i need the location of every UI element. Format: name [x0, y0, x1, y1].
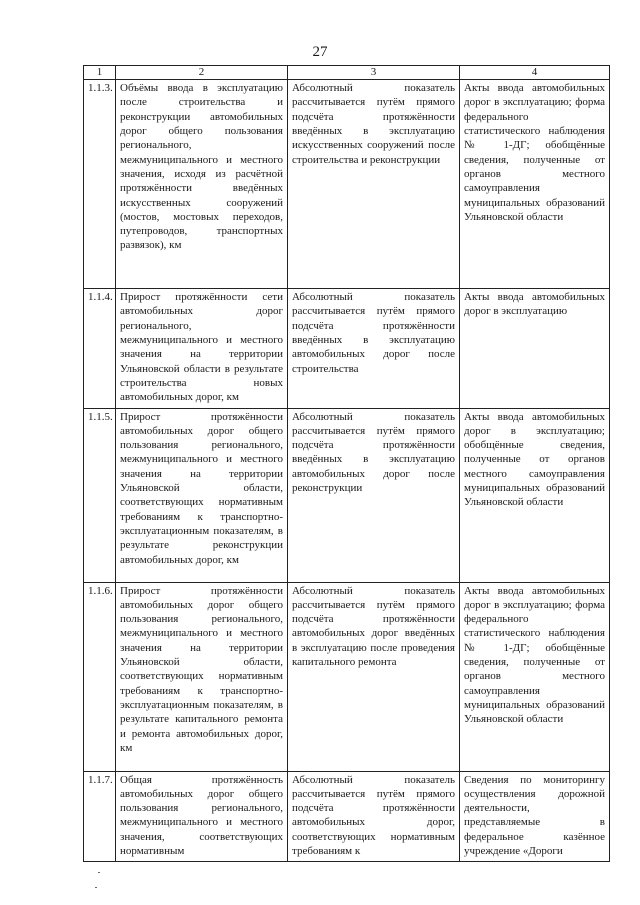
header-col-4: 4 [460, 66, 610, 80]
header-col-1: 1 [84, 66, 116, 80]
indicator-table [83, 65, 610, 862]
scan-speck [98, 872, 100, 873]
indicator-cell: Прирост протяжённости сети автомобильных дорог регионального, межмуниципального и местного значения на территории Ульяновской области в результате строительства новых автомобильных дорог, км [116, 289, 288, 408]
table-row [84, 408, 610, 582]
method-cell: Абсолютный показатель рассчитывается путём прямого подсчёта протяжённости автомобильных дорог введённых в эксплуатацию после проведения капитального ремонта [288, 582, 460, 771]
method-cell: Абсолютный показатель рассчитывается путём прямого подсчёта протяжённости автомобильных дорог, соответствующих нормативным требованиям к [288, 771, 460, 862]
method-cell: Абсолютный показатель рассчитывается путём прямого подсчёта протяжённости введённых в эксплуатацию автомобильных дорог после реконструкции [288, 408, 460, 582]
method-cell: Абсолютный показатель рассчитывается путём прямого подсчёта протяжённости введённых в эксплуатацию искусственных сооружений после строительства и реконструкции [288, 80, 460, 289]
method-cell: Абсолютный показатель рассчитывается путём прямого подсчёта протяжённости введённых в эксплуатацию автомобильных дорог после строительства [288, 289, 460, 408]
indicator-cell: Общая протяжённость автомобильных дорог общего пользования регионального, межмуниципального и местного значения, соответствующих нормативным [116, 771, 288, 862]
header-col-2: 2 [116, 66, 288, 80]
source-cell: Акты ввода автомобильных дорог в эксплуатацию; форма федерального статистического наблюдения № 1-ДГ; обобщённые сведения, полученные от органов местного самоуправления муниципальных образований Ульяновской области [460, 80, 610, 289]
table-row [84, 289, 610, 408]
source-cell: Сведения по мониторингу осуществления дорожной деятельности, представляемые в федеральное казённое учреждение «Дороги [460, 771, 610, 862]
source-cell: Акты ввода автомобильных дорог в эксплуатацию; форма федерального статистического наблюдения № 1-ДГ; обобщённые сведения, полученные от органов местного самоуправления муниципальных образований Ульяновской области [460, 582, 610, 771]
table-row [84, 80, 610, 289]
table-header-row [84, 66, 610, 80]
table-row [84, 582, 610, 771]
row-number: 1.1.3. [84, 80, 116, 289]
row-number: 1.1.5. [84, 408, 116, 582]
indicator-cell: Прирост протяжённости автомобильных дорог общего пользования регионального, межмуниципального и местного значения на территории Ульяновской области, соответствующих нормативным требованиям к транспортно-эксплуатационным показателям, в результате реконструкции автомобильных дорог, км [116, 408, 288, 582]
source-cell: Акты ввода автомобильных дорог в эксплуатацию [460, 289, 610, 408]
indicator-cell: Объёмы ввода в эксплуатацию после строительства и реконструкции автомобильных дорог общего пользования регионального, межмуниципального и местного значения, исходя из расчётной протяжённости введённых искусственных сооружений (мостов, мостовых переходов, путепроводов, транспортных развязок), км [116, 80, 288, 289]
row-number: 1.1.4. [84, 289, 116, 408]
row-number: 1.1.6. [84, 582, 116, 771]
page-number: 27 [312, 44, 328, 60]
indicator-cell: Прирост протяжённости автомобильных дорог общего пользования регионального, межмуниципального и местного значения на территории Ульяновской области, соответствующих нормативным требованиям к транспортно-эксплуатационным показателям, в результате капитального ремонта и ремонта автомобильных дорог, км [116, 582, 288, 771]
table-row [84, 771, 610, 862]
scan-speck [95, 887, 97, 888]
row-number: 1.1.7. [84, 771, 116, 862]
source-cell: Акты ввода автомобильных дорог в эксплуатацию; обобщённые сведения, полученные от органов местного самоуправления муниципальных образований Ульяновской области [460, 408, 610, 582]
header-col-3: 3 [288, 66, 460, 80]
